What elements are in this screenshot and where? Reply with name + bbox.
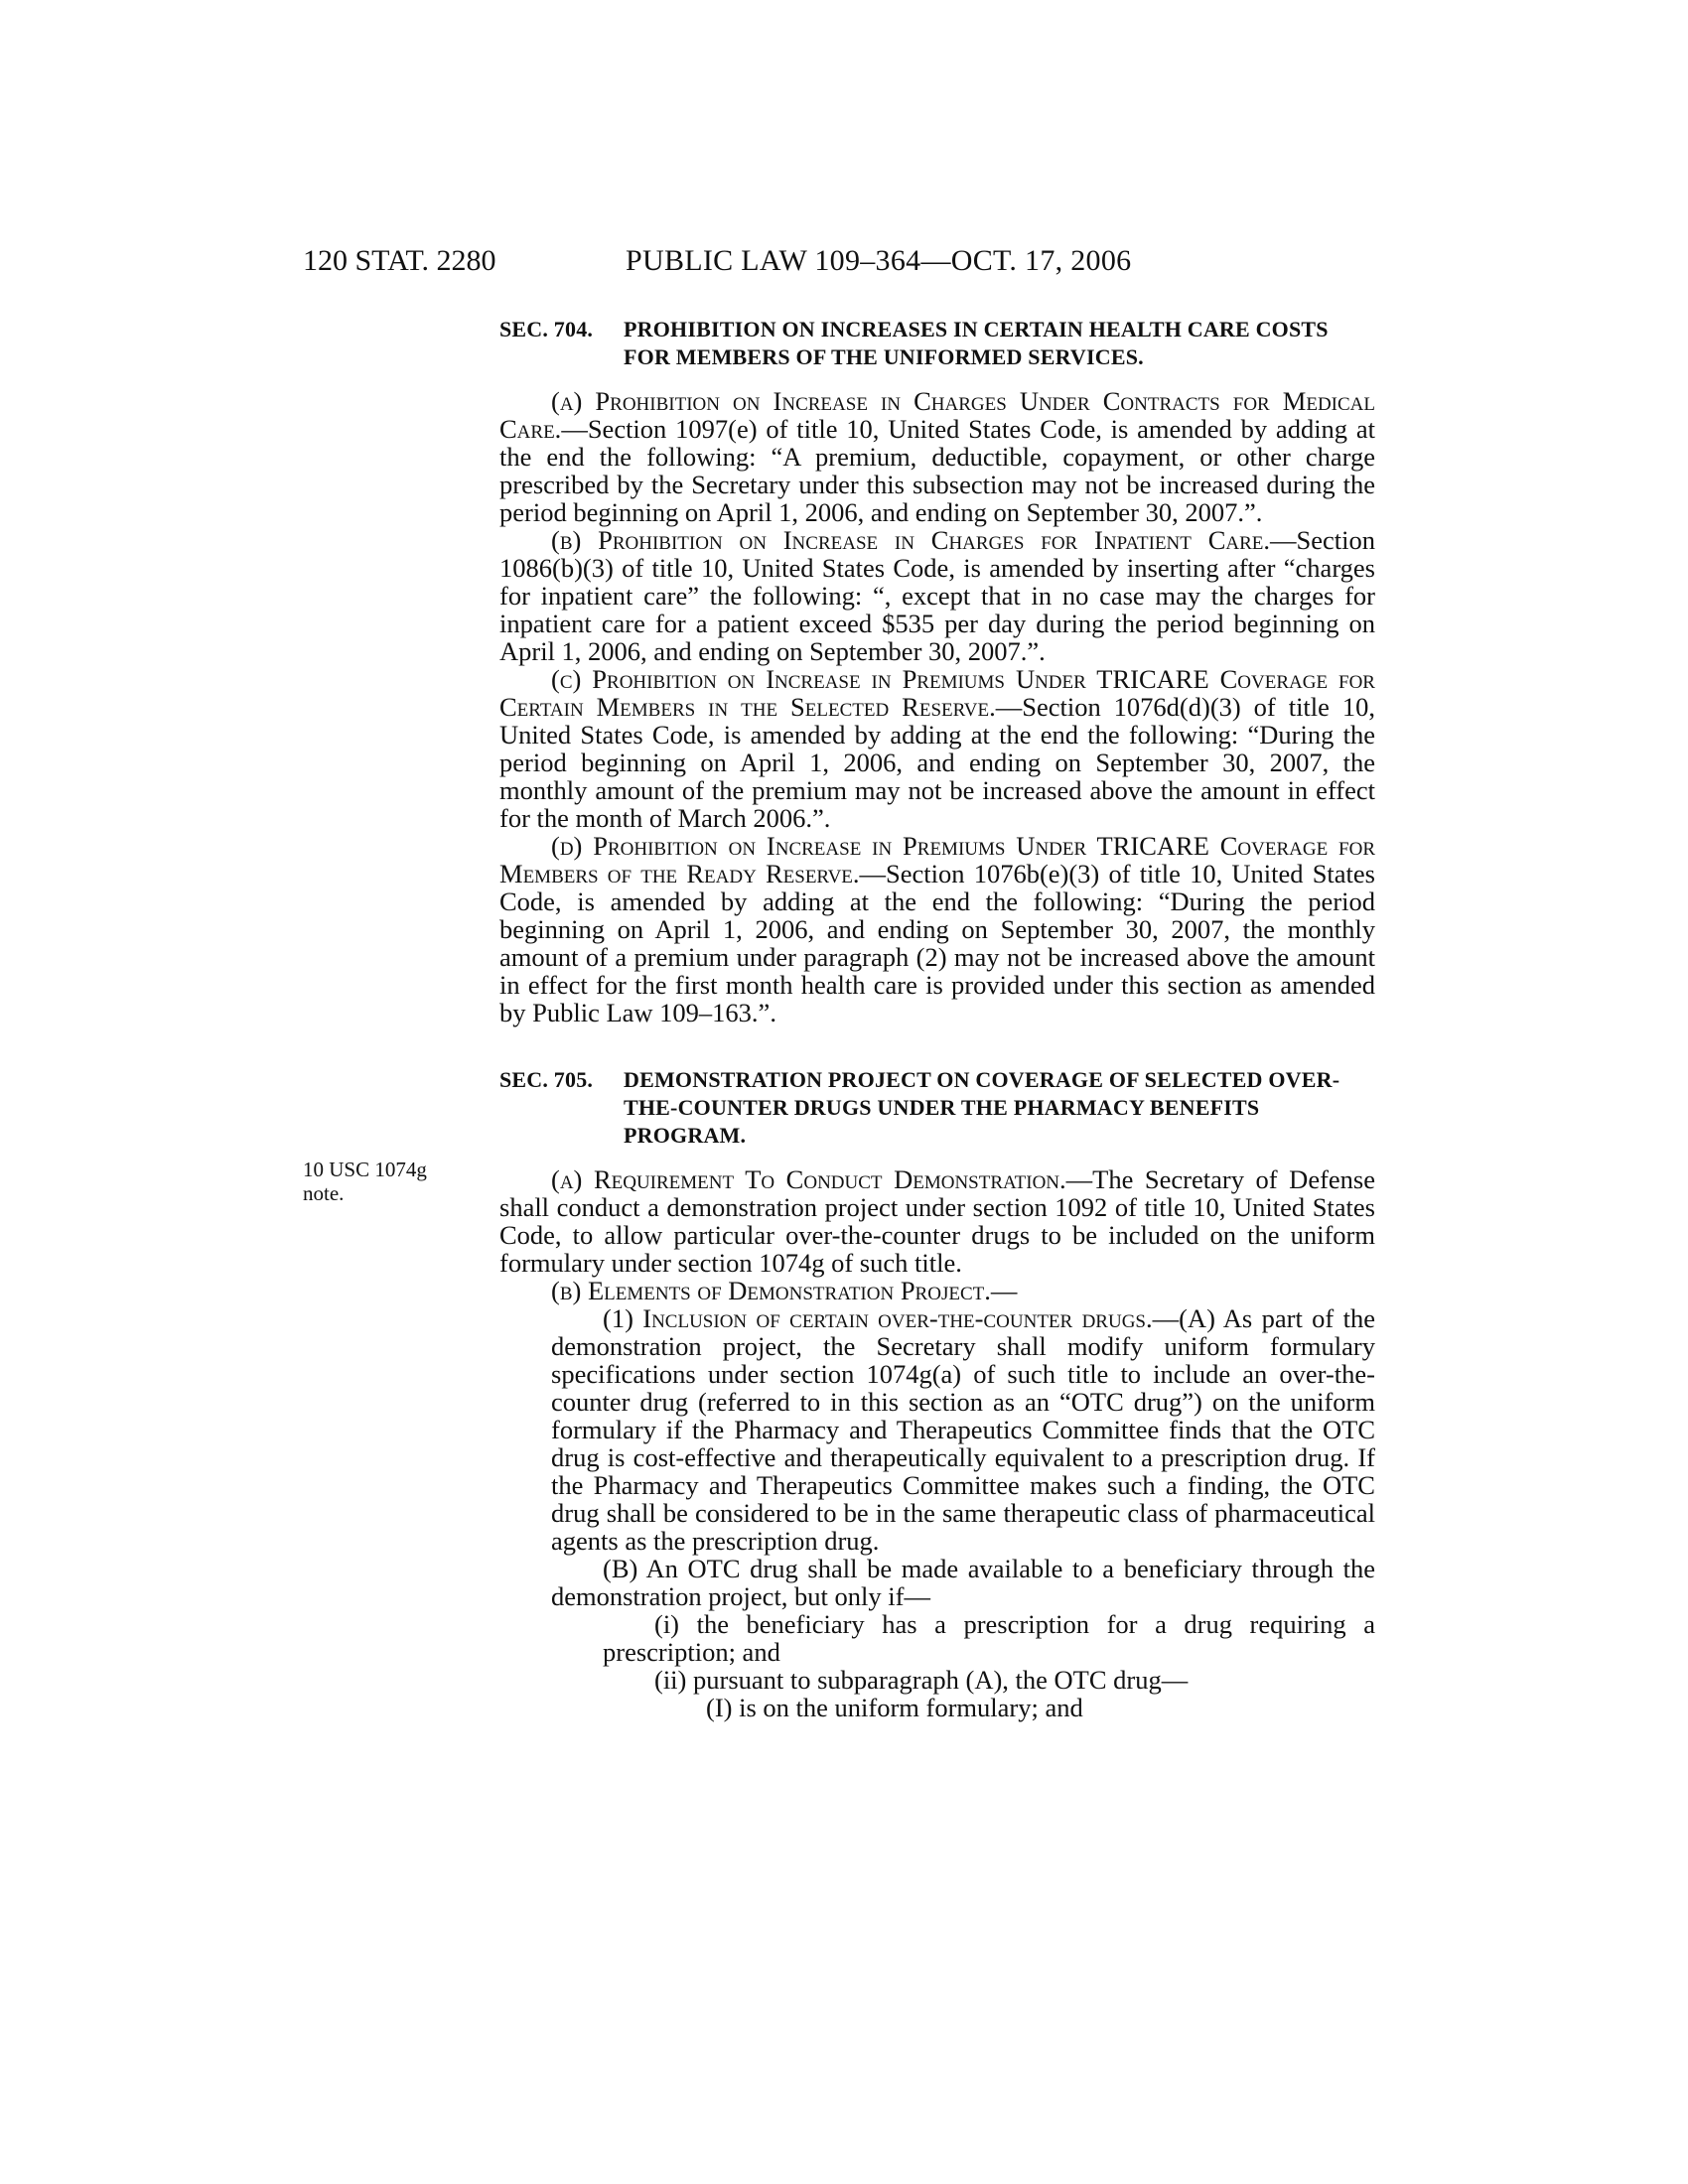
paragraph-1-heading: (1) Inclusion of certain over-the-counter drugs. bbox=[603, 1303, 1153, 1333]
section-705-subsection-b bbox=[499, 1277, 1375, 1304]
subsection-b-text: —Section 1086(b)(3) of title 10, United States Code, is amended by inserting after “charges for inpatient care” the following: “, except that in no case may the charges for inpatient care for a patient exceed $535 per day during the period beginning on April 1, 2006, and ending on September 30, 2007.”. bbox=[499, 525, 1375, 666]
subsection-d-heading: (d) Prohibition on Increase in Premiums Under TRICARE Coverage for Members of the Ready Reserve. bbox=[499, 831, 1375, 888]
subsection-c-heading: (c) Prohibition on Increase in Premiums Under TRICARE Coverage for Certain Members in the Selected Reserve. bbox=[499, 664, 1375, 722]
section-704-subsection-c bbox=[499, 665, 1375, 832]
margin-note-citation: 10 USC 1074g bbox=[303, 1158, 427, 1181]
section-704-heading bbox=[499, 316, 1375, 371]
section-705-heading bbox=[499, 1066, 1375, 1150]
running-head: PUBLIC LAW 109–364—OCT. 17, 2006 bbox=[626, 244, 1132, 277]
section-705-subsection-a bbox=[499, 1165, 1375, 1277]
page-header bbox=[303, 244, 1375, 288]
subsection-c-text: —Section 1076d(d)(3) of title 10, United States Code, is amended by adding at the end the following: “During the period beginning on April 1, 2006, and ending on September 30, 2007, the monthly amount of the premium may not be increased above the amount in effect for the month of March 2006.”. bbox=[499, 692, 1376, 833]
clause-ii bbox=[499, 1666, 1375, 1694]
subclause-I-text: (I) is on the uniform formulary; and bbox=[706, 1693, 1083, 1722]
section-704-subsection-a bbox=[499, 387, 1375, 526]
subparagraph-B-text: (B) An OTC drug shall be made available to a beneficiary through the demonstration project, but only if— bbox=[551, 1554, 1375, 1611]
paragraph-1 bbox=[499, 1304, 1375, 1555]
paragraph-1-text: —(A) As part of the demonstration project, the Secretary shall modify uniform formulary specifications under section 1074g(a) of such title to include an over-the-counter drug (referred to in this section as an “OTC drug”) on the uniform formulary if the Pharmacy and Therapeutics Committee finds that the OTC drug is cost-effective and therapeutically equivalent to a prescription drug. If the Pharmacy and Therapeutics Committee makes such a finding, the OTC drug shall be considered to be in the same therapeutic class of pharmaceutical agents as the prescription drug. bbox=[551, 1303, 1375, 1556]
section-705-title: DEMONSTRATION PROJECT ON COVERAGE OF SELECTED OVER-THE-COUNTER DRUGS UNDER THE PHARMACY BENEFITS PROGRAM. bbox=[624, 1067, 1340, 1148]
page-body bbox=[499, 316, 1375, 1721]
subsection-a-text: —Section 1097(e) of title 10, United States Code, is amended by adding at the end the following: “A premium, deductible, copayment, or other charge prescribed by the Secretary under this subsection may not be increased during the period beginning on April 1, 2006, and ending on September 30, 2007.”. bbox=[499, 414, 1375, 527]
margin-note-suffix: note. bbox=[303, 1181, 345, 1205]
stat-page-number: 120 STAT. 2280 bbox=[303, 244, 496, 277]
section-704-subsection-b bbox=[499, 526, 1375, 665]
section-704-title: PROHIBITION ON INCREASES IN CERTAIN HEALTH CARE COSTS FOR MEMBERS OF THE UNIFORMED SERVICES. bbox=[624, 317, 1329, 369]
subsection-b-text: — bbox=[990, 1276, 1018, 1305]
subsection-b-heading: (b) Elements of Demonstration Project. bbox=[551, 1276, 991, 1305]
section-704-subsection-d bbox=[499, 832, 1375, 1026]
section-705-number: SEC. 705. bbox=[499, 1067, 594, 1092]
margin-note bbox=[303, 1158, 462, 1205]
subsection-a-text: —The Secretary of Defense shall conduct a demonstration project under section 1092 of title 10, United States Code, to allow particular over-the-counter drugs to be included on the uniform formulary under section 1074g of such title. bbox=[499, 1164, 1375, 1278]
clause-i-text: (i) the beneficiary has a prescription for a drug requiring a prescription; and bbox=[603, 1609, 1375, 1667]
subparagraph-B bbox=[499, 1555, 1375, 1610]
clause-i bbox=[499, 1610, 1375, 1666]
section-704-number: SEC. 704. bbox=[499, 317, 594, 341]
clause-ii-text: (ii) pursuant to subparagraph (A), the OTC drug— bbox=[654, 1665, 1189, 1695]
subclause-I bbox=[499, 1694, 1375, 1721]
subsection-a-heading: (a) Prohibition on Increase in Charges Under Contracts for Medical Care. bbox=[499, 386, 1375, 444]
subsection-b-heading: (b) Prohibition on Increase in Charges for Inpatient Care. bbox=[551, 525, 1270, 555]
subsection-a-heading: (a) Requirement To Conduct Demonstration. bbox=[551, 1164, 1066, 1194]
subsection-d-text: —Section 1076b(e)(3) of title 10, United States Code, is amended by adding at the end the following: “During the period beginning on April 1, 2006, and ending on September 30, 2007, the monthly amount of a premium under paragraph (2) may not be increased above the amount in effect for the first month health care is provided under this section as amended by Public Law 109–163.”. bbox=[499, 859, 1375, 1027]
